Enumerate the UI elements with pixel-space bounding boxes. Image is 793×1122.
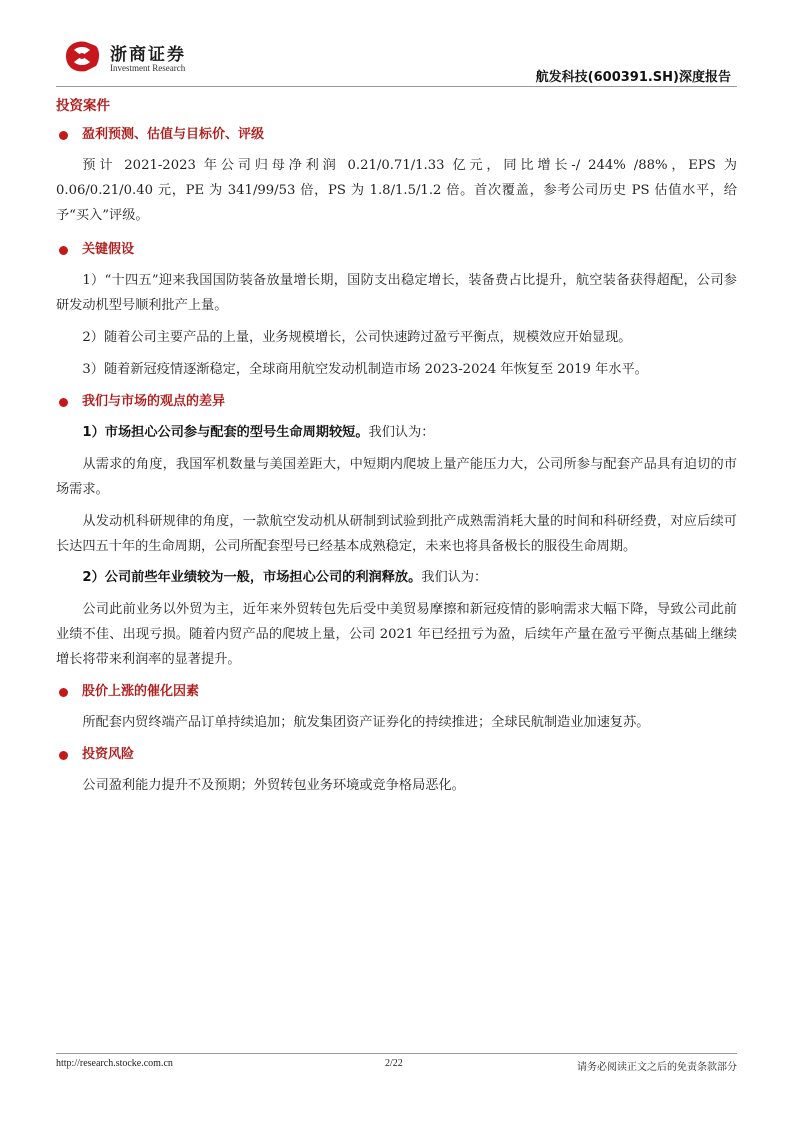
section-title: 我们与市场的观点的差异 xyxy=(82,394,226,409)
subpoint-1-bold: 1）市场担心公司参与配套的型号生命周期较短。 xyxy=(82,425,369,440)
page-heading: 投资案件 xyxy=(56,98,110,114)
section-heading-risks xyxy=(56,745,737,765)
section-heading-catalysts xyxy=(56,682,737,702)
footer-divider xyxy=(56,1053,737,1054)
section-heading-differences xyxy=(56,392,737,412)
paragraph: 从需求的角度，我国军机数量与美国差距大，中短期内爬坡上量产能压力大，公司所参与配套产品具有迫切的市场需求。 xyxy=(56,457,737,497)
paragraph: 公司盈利能力提升不及预期；外贸转包业务环境或竞争格局恶化。 xyxy=(82,778,465,793)
section-heading-assumptions xyxy=(56,240,737,260)
paragraph: 公司此前业务以外贸为主，近年来外贸转包先后受中美贸易摩擦和新冠疫情的影响需求大幅下降，导致公司此前业绩不佳、出现亏损。随着内贸产品的爬坡上量，公司 2021 年已经扭亏为盈，后续年产量在盈亏平衡点基础上继续增长将带来利润率的显著提升。 xyxy=(56,602,737,667)
logo-english-name: Investment Research xyxy=(110,63,186,73)
header-divider xyxy=(56,86,737,87)
paragraph: 1）“十四五”迎来我国国防装备放量增长期，国防支出稳定增长，装备费占比提升，航空装备获得超配，公司参研发动机型号顺利批产上量。 xyxy=(56,273,737,313)
paragraph: 3）随着新冠疫情逐渐稳定，全球商用航空发动机制造市场 2023-2024 年恢复至 2019 年水平。 xyxy=(82,362,648,377)
subpoint-2-rest: 我们认为： xyxy=(421,570,488,585)
subpoint-1 xyxy=(56,420,737,445)
section-title: 关键假设 xyxy=(82,242,135,257)
footer-url-link[interactable]: http://research.stocke.com.cn xyxy=(56,1058,173,1069)
bullet-icon xyxy=(59,751,68,760)
section-title: 盈利预测、估值与目标价、评级 xyxy=(82,127,265,142)
subpoint-1-rest: 我们认为： xyxy=(368,425,435,440)
paragraph: 预计 2021-2023 年公司归母净利润 0.21/0.71/1.33 亿元，同比增长-/ 244% /88%，EPS 为 0.06/0.21/0.40 元，PE 为 341/99/53 倍，PS 为 1.8/1.5/1.2 倍。首次覆盖，参考公司历史 PS 估值水平，给予“买入”评级。 xyxy=(56,158,737,223)
bullet-icon xyxy=(59,131,68,140)
main-content xyxy=(56,96,737,798)
section-title: 股价上涨的催化因素 xyxy=(82,684,200,699)
bullet-icon xyxy=(59,688,68,697)
subpoint-2-bold: 2）公司前些年业绩较为一般，市场担心公司的利润释放。 xyxy=(82,570,422,585)
bullet-icon xyxy=(59,398,68,407)
subpoint-2 xyxy=(56,565,737,590)
page-number: 2/22 xyxy=(385,1058,403,1069)
report-title: 航发科技(600391.SH)深度报告 xyxy=(535,70,731,85)
page-header xyxy=(0,0,793,90)
bullet-icon xyxy=(59,246,68,255)
paragraph: 从发动机科研规律的角度，一款航空发动机从研制到试验到批产成熟需消耗大量的时间和科研经费，对应后续可长达四五十年的生命周期，公司所配套型号已经基本成熟稳定，未来也将具备极长的服役生命周期。 xyxy=(56,514,737,554)
paragraph: 所配套内贸终端产品订单持续追加；航发集团资产证券化的持续推进；全球民航制造业加速复苏。 xyxy=(82,715,650,730)
footer-disclaimer: 请务必阅读正文之后的免责条款部分 xyxy=(577,1062,737,1073)
logo-chinese-name: 浙商证券 xyxy=(110,45,186,65)
company-logo-icon xyxy=(62,38,102,74)
section-title: 投资风险 xyxy=(82,747,135,762)
paragraph: 2）随着公司主要产品的上量，业务规模增长，公司快速跨过盈亏平衡点，规模效应开始显现。 xyxy=(82,330,632,345)
section-heading-forecast xyxy=(56,125,737,145)
